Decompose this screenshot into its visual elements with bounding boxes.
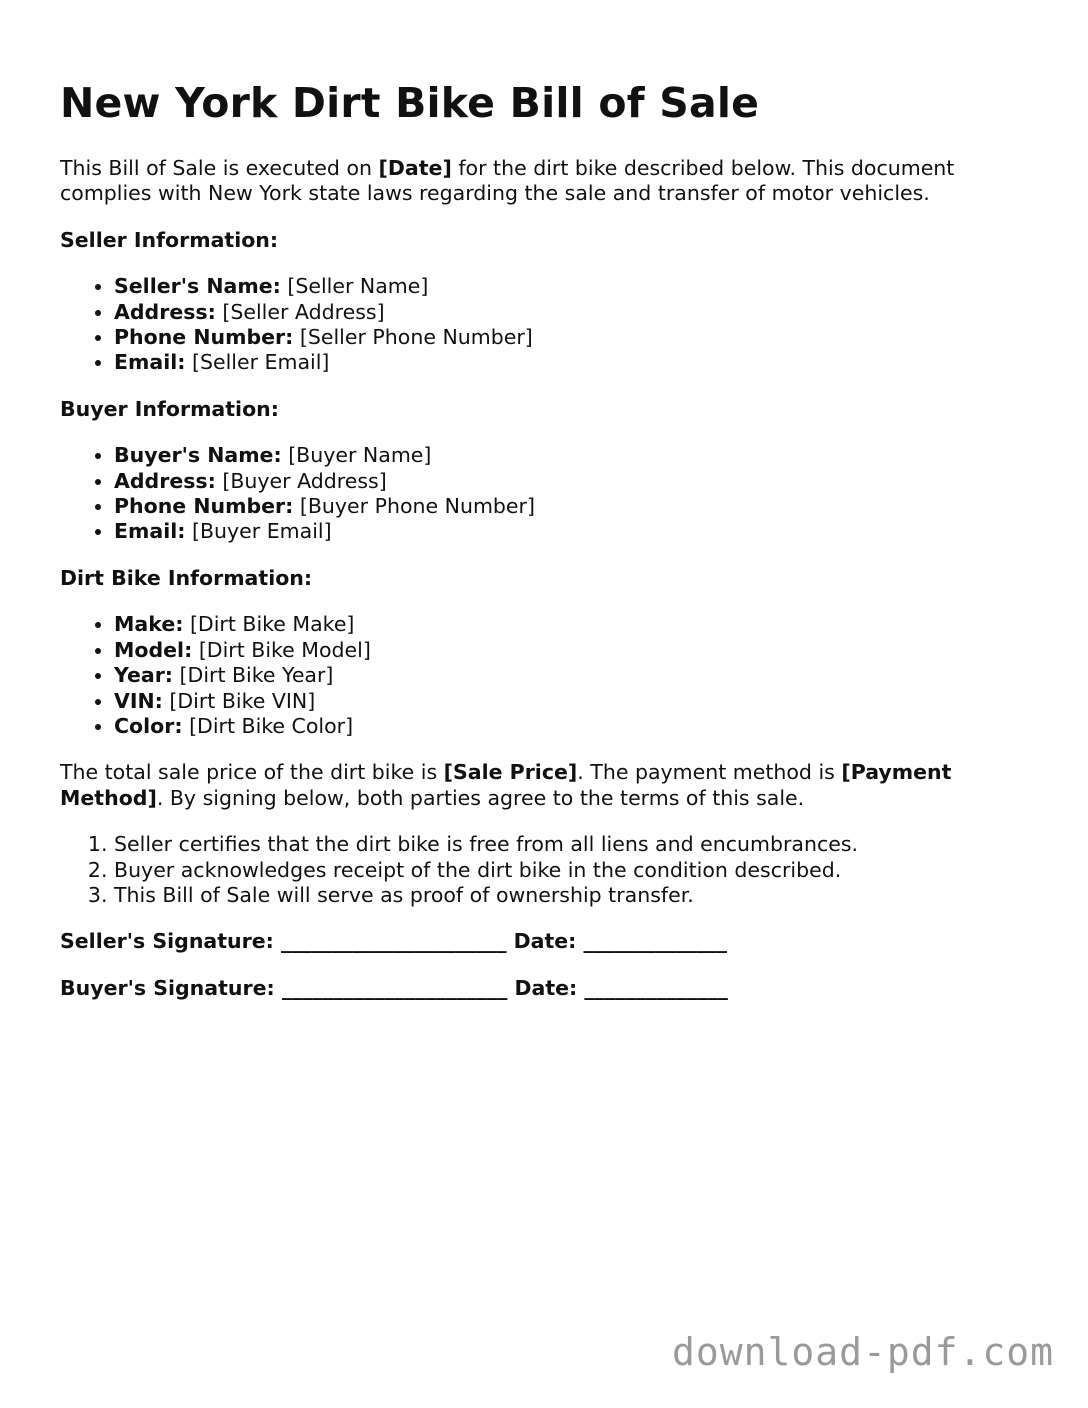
list-item — [114, 519, 1020, 544]
document-body — [60, 156, 1020, 1022]
field-value: [Buyer Name] — [281, 443, 432, 468]
document-title: New York Dirt Bike Bill of Sale — [60, 79, 760, 127]
field-label: Address: — [114, 468, 216, 493]
term-item: 3. This Bill of Sale will serve as proof of ownership transfer. — [114, 883, 1020, 908]
field-value: [Dirt Bike Model] — [192, 637, 371, 662]
list-item — [114, 714, 1020, 739]
bike-info-heading: Dirt Bike Information: — [60, 565, 313, 590]
date-placeholder: [Date] — [378, 156, 452, 180]
term-item: 1. Seller certifies that the dirt bike is free from all liens and encumbrances. — [114, 832, 1020, 857]
bike-info-list — [60, 612, 1020, 739]
list-item — [114, 469, 1020, 494]
list-item — [114, 612, 1020, 637]
list-item — [114, 300, 1020, 325]
seller-info-heading: Seller Information: — [60, 227, 279, 252]
buyer-info-list — [60, 443, 1020, 545]
list-item — [114, 638, 1020, 663]
field-label: Seller's Name: — [114, 274, 281, 299]
field-value: [Dirt Bike Year] — [173, 663, 334, 688]
sale-terms-paragraph — [60, 760, 1020, 811]
field-label: Buyer's Name: — [114, 443, 282, 468]
field-value: [Buyer Phone Number] — [293, 494, 535, 519]
field-label: Color: — [114, 713, 183, 738]
buyer-info-heading: Buyer Information: — [60, 396, 279, 421]
field-value: [Dirt Bike Color] — [182, 713, 354, 738]
field-label: Make: — [114, 612, 184, 637]
list-item — [114, 689, 1020, 714]
field-value: [Dirt Bike Make] — [183, 612, 355, 637]
field-label: Phone Number: — [114, 494, 294, 519]
field-label: Phone Number: — [114, 325, 294, 350]
watermark: download-pdf.com — [671, 1330, 1054, 1374]
seller-signature-line: Seller's Signature: ______________________ Date: ______________ — [60, 929, 728, 954]
field-value: [Seller Email] — [185, 350, 330, 375]
total-text-3: . By signing below, both parties agree to the terms of this sale. — [156, 785, 805, 810]
field-value: [Seller Name] — [280, 274, 429, 299]
field-value: [Seller Address] — [215, 299, 385, 324]
intro-paragraph — [60, 156, 1020, 207]
list-item — [114, 663, 1020, 688]
intro-text-2: for the dirt bike described below. This document complies with New York state laws regarding the sale and transfer of motor vehicles. — [60, 156, 955, 206]
list-item — [114, 274, 1020, 299]
list-item — [114, 443, 1020, 468]
terms-list — [60, 832, 1020, 908]
list-item — [114, 494, 1020, 519]
total-text-1: The total sale price of the dirt bike is — [60, 760, 444, 785]
list-item — [114, 325, 1020, 350]
seller-info-list — [60, 274, 1020, 376]
total-text-2: . The payment method is — [577, 760, 842, 785]
intro-text-1: This Bill of Sale is executed on — [60, 156, 379, 180]
field-value: [Buyer Email] — [185, 519, 332, 544]
term-item: 2. Buyer acknowledges receipt of the dirt bike in the condition described. — [114, 858, 1020, 883]
field-label: Model: — [114, 637, 193, 662]
field-value: [Seller Phone Number] — [293, 325, 533, 350]
buyer-signature-line: Buyer's Signature: ______________________ Date: ______________ — [60, 975, 728, 1000]
field-label: Address: — [114, 299, 216, 324]
field-value: [Buyer Address] — [215, 468, 387, 493]
list-item — [114, 350, 1020, 375]
field-value: [Dirt Bike VIN] — [162, 688, 316, 713]
field-label: Year: — [114, 663, 174, 688]
field-label: Email: — [114, 519, 186, 544]
field-label: VIN: — [114, 688, 163, 713]
sale-price-placeholder: [Sale Price] — [443, 760, 578, 785]
payment-method-placeholder: [Payment Method] — [60, 760, 952, 810]
field-label: Email: — [114, 350, 186, 375]
